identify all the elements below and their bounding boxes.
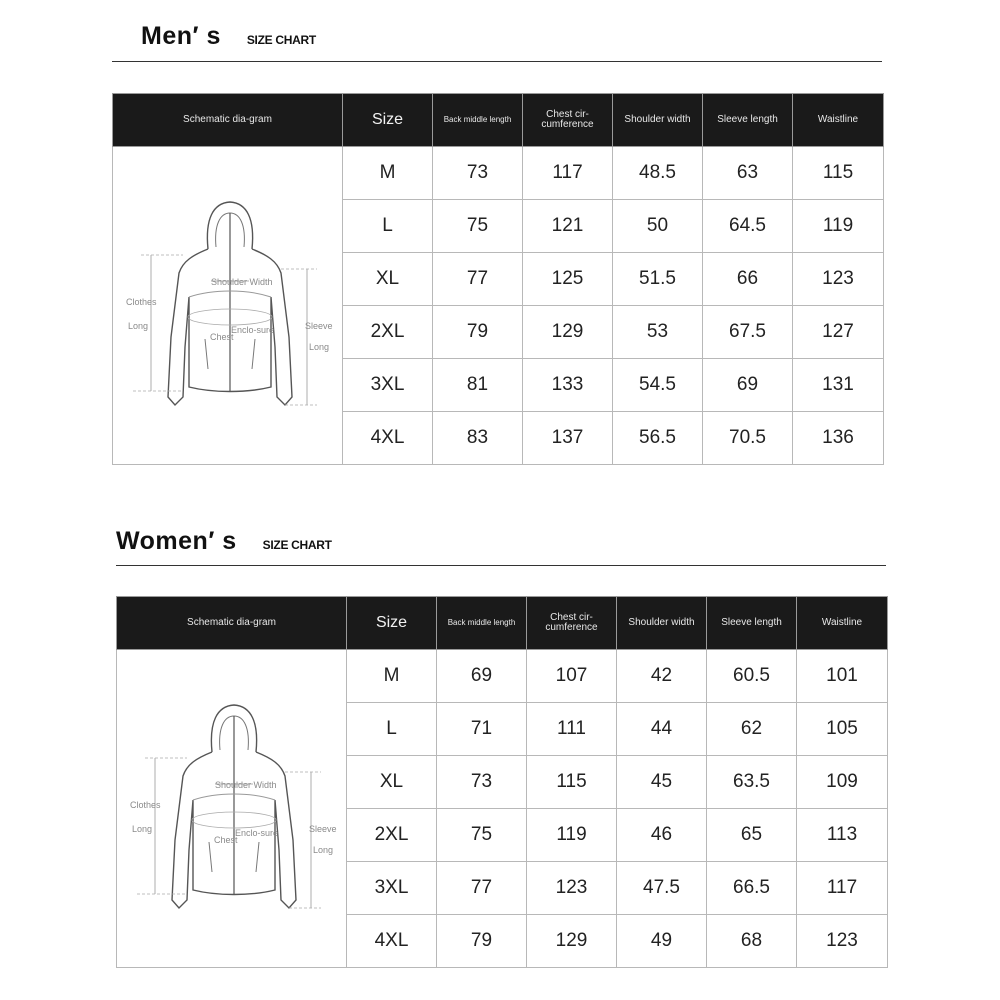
- header-size: Size: [343, 94, 433, 147]
- cell-size: L: [343, 200, 433, 253]
- cell-sleeve: 63.5: [707, 756, 797, 809]
- cell-sleeve: 62: [707, 703, 797, 756]
- cell-back: 79: [433, 306, 523, 359]
- diagram-sleeve-long-label: Long: [313, 845, 334, 855]
- womens-subtitle: SIZE CHART: [262, 538, 332, 552]
- cell-shoulder: 45: [617, 756, 707, 809]
- cell-back: 75: [437, 809, 527, 862]
- table-row: [117, 650, 888, 703]
- cell-back: 77: [433, 253, 523, 306]
- cell-size: 2XL: [343, 306, 433, 359]
- cell-shoulder: 44: [617, 703, 707, 756]
- cell-chest: 133: [523, 359, 613, 412]
- cell-back: 73: [437, 756, 527, 809]
- cell-chest: 123: [527, 862, 617, 915]
- cell-size: XL: [343, 253, 433, 306]
- cell-waist: 131: [793, 359, 884, 412]
- cell-chest: 121: [523, 200, 613, 253]
- mens-jacket-diagram: [113, 147, 343, 465]
- cell-sleeve: 65: [707, 809, 797, 862]
- header-shoulder: Shoulder width: [617, 597, 707, 650]
- cell-chest: 107: [527, 650, 617, 703]
- womens-jacket-diagram: [117, 650, 347, 968]
- diagram-chest-label: Chest: [210, 332, 234, 342]
- cell-waist: 105: [797, 703, 888, 756]
- cell-size: 3XL: [343, 359, 433, 412]
- cell-size: 2XL: [347, 809, 437, 862]
- cell-shoulder: 48.5: [613, 147, 703, 200]
- cell-back: 81: [433, 359, 523, 412]
- cell-back: 69: [437, 650, 527, 703]
- cell-waist: 136: [793, 412, 884, 465]
- diagram-long-label: Long: [128, 321, 149, 331]
- table-row: [113, 147, 884, 200]
- cell-sleeve: 66: [703, 253, 793, 306]
- cell-shoulder: 50: [613, 200, 703, 253]
- cell-size: 4XL: [343, 412, 433, 465]
- cell-shoulder: 54.5: [613, 359, 703, 412]
- diagram-enclosure-label: Enclo-sure: [235, 828, 279, 838]
- mens-size-table: [112, 93, 884, 465]
- cell-waist: 117: [797, 862, 888, 915]
- womens-title-block: [116, 527, 332, 556]
- header-back-length: Back middle length: [437, 597, 527, 650]
- womens-title: Women′ s: [116, 527, 237, 555]
- header-waist: Waistline: [797, 597, 888, 650]
- womens-size-table: [116, 596, 888, 968]
- diagram-enclosure-label: Enclo-sure: [231, 325, 275, 335]
- cell-waist: 109: [797, 756, 888, 809]
- cell-sleeve: 66.5: [707, 862, 797, 915]
- cell-size: L: [347, 703, 437, 756]
- mens-header-row: [113, 94, 884, 147]
- cell-size: 4XL: [347, 915, 437, 968]
- cell-back: 73: [433, 147, 523, 200]
- diagram-clothes-label: Clothes: [126, 297, 157, 307]
- cell-chest: 119: [527, 809, 617, 862]
- cell-waist: 101: [797, 650, 888, 703]
- cell-size: M: [347, 650, 437, 703]
- cell-chest: 111: [527, 703, 617, 756]
- cell-size: M: [343, 147, 433, 200]
- womens-title-rule: [116, 565, 886, 566]
- header-size: Size: [347, 597, 437, 650]
- womens-header-row: [117, 597, 888, 650]
- header-sleeve: Sleeve length: [707, 597, 797, 650]
- cell-shoulder: 47.5: [617, 862, 707, 915]
- jacket-diagram-icon: [113, 147, 343, 464]
- cell-sleeve: 67.5: [703, 306, 793, 359]
- header-shoulder: Shoulder width: [613, 94, 703, 147]
- diagram-clothes-label: Clothes: [130, 800, 161, 810]
- cell-shoulder: 51.5: [613, 253, 703, 306]
- cell-back: 75: [433, 200, 523, 253]
- cell-sleeve: 64.5: [703, 200, 793, 253]
- mens-title-block: [141, 22, 316, 51]
- cell-back: 77: [437, 862, 527, 915]
- cell-waist: 123: [793, 253, 884, 306]
- cell-waist: 123: [797, 915, 888, 968]
- cell-sleeve: 70.5: [703, 412, 793, 465]
- diagram-long-label: Long: [132, 824, 153, 834]
- cell-chest: 129: [523, 306, 613, 359]
- cell-shoulder: 53: [613, 306, 703, 359]
- header-diagram: Schematic dia-gram: [117, 597, 347, 650]
- mens-subtitle: SIZE CHART: [246, 33, 316, 47]
- cell-shoulder: 46: [617, 809, 707, 862]
- cell-shoulder: 49: [617, 915, 707, 968]
- mens-title: Men′ s: [141, 22, 221, 50]
- cell-back: 83: [433, 412, 523, 465]
- cell-size: XL: [347, 756, 437, 809]
- diagram-shoulder-label: Shoulder Width: [215, 780, 277, 790]
- cell-waist: 113: [797, 809, 888, 862]
- header-back-length: Back middle length: [433, 94, 523, 147]
- cell-sleeve: 68: [707, 915, 797, 968]
- cell-chest: 117: [523, 147, 613, 200]
- cell-chest: 125: [523, 253, 613, 306]
- cell-chest: 129: [527, 915, 617, 968]
- cell-chest: 115: [527, 756, 617, 809]
- diagram-shoulder-label: Shoulder Width: [211, 277, 273, 287]
- cell-waist: 119: [793, 200, 884, 253]
- diagram-sleeve-label: Sleeve: [309, 824, 337, 834]
- diagram-sleeve-long-label: Long: [309, 342, 330, 352]
- cell-size: 3XL: [347, 862, 437, 915]
- cell-sleeve: 60.5: [707, 650, 797, 703]
- jacket-diagram-icon: [117, 650, 347, 967]
- header-waist: Waistline: [793, 94, 884, 147]
- cell-chest: 137: [523, 412, 613, 465]
- header-diagram: Schematic dia-gram: [113, 94, 343, 147]
- header-chest: Chest cir-cumference: [523, 94, 613, 147]
- header-sleeve: Sleeve length: [703, 94, 793, 147]
- diagram-chest-label: Chest: [214, 835, 238, 845]
- cell-sleeve: 63: [703, 147, 793, 200]
- cell-back: 79: [437, 915, 527, 968]
- cell-waist: 127: [793, 306, 884, 359]
- cell-back: 71: [437, 703, 527, 756]
- header-chest: Chest cir-cumference: [527, 597, 617, 650]
- cell-sleeve: 69: [703, 359, 793, 412]
- cell-waist: 115: [793, 147, 884, 200]
- diagram-sleeve-label: Sleeve: [305, 321, 333, 331]
- cell-shoulder: 42: [617, 650, 707, 703]
- cell-shoulder: 56.5: [613, 412, 703, 465]
- mens-title-rule: [112, 61, 882, 62]
